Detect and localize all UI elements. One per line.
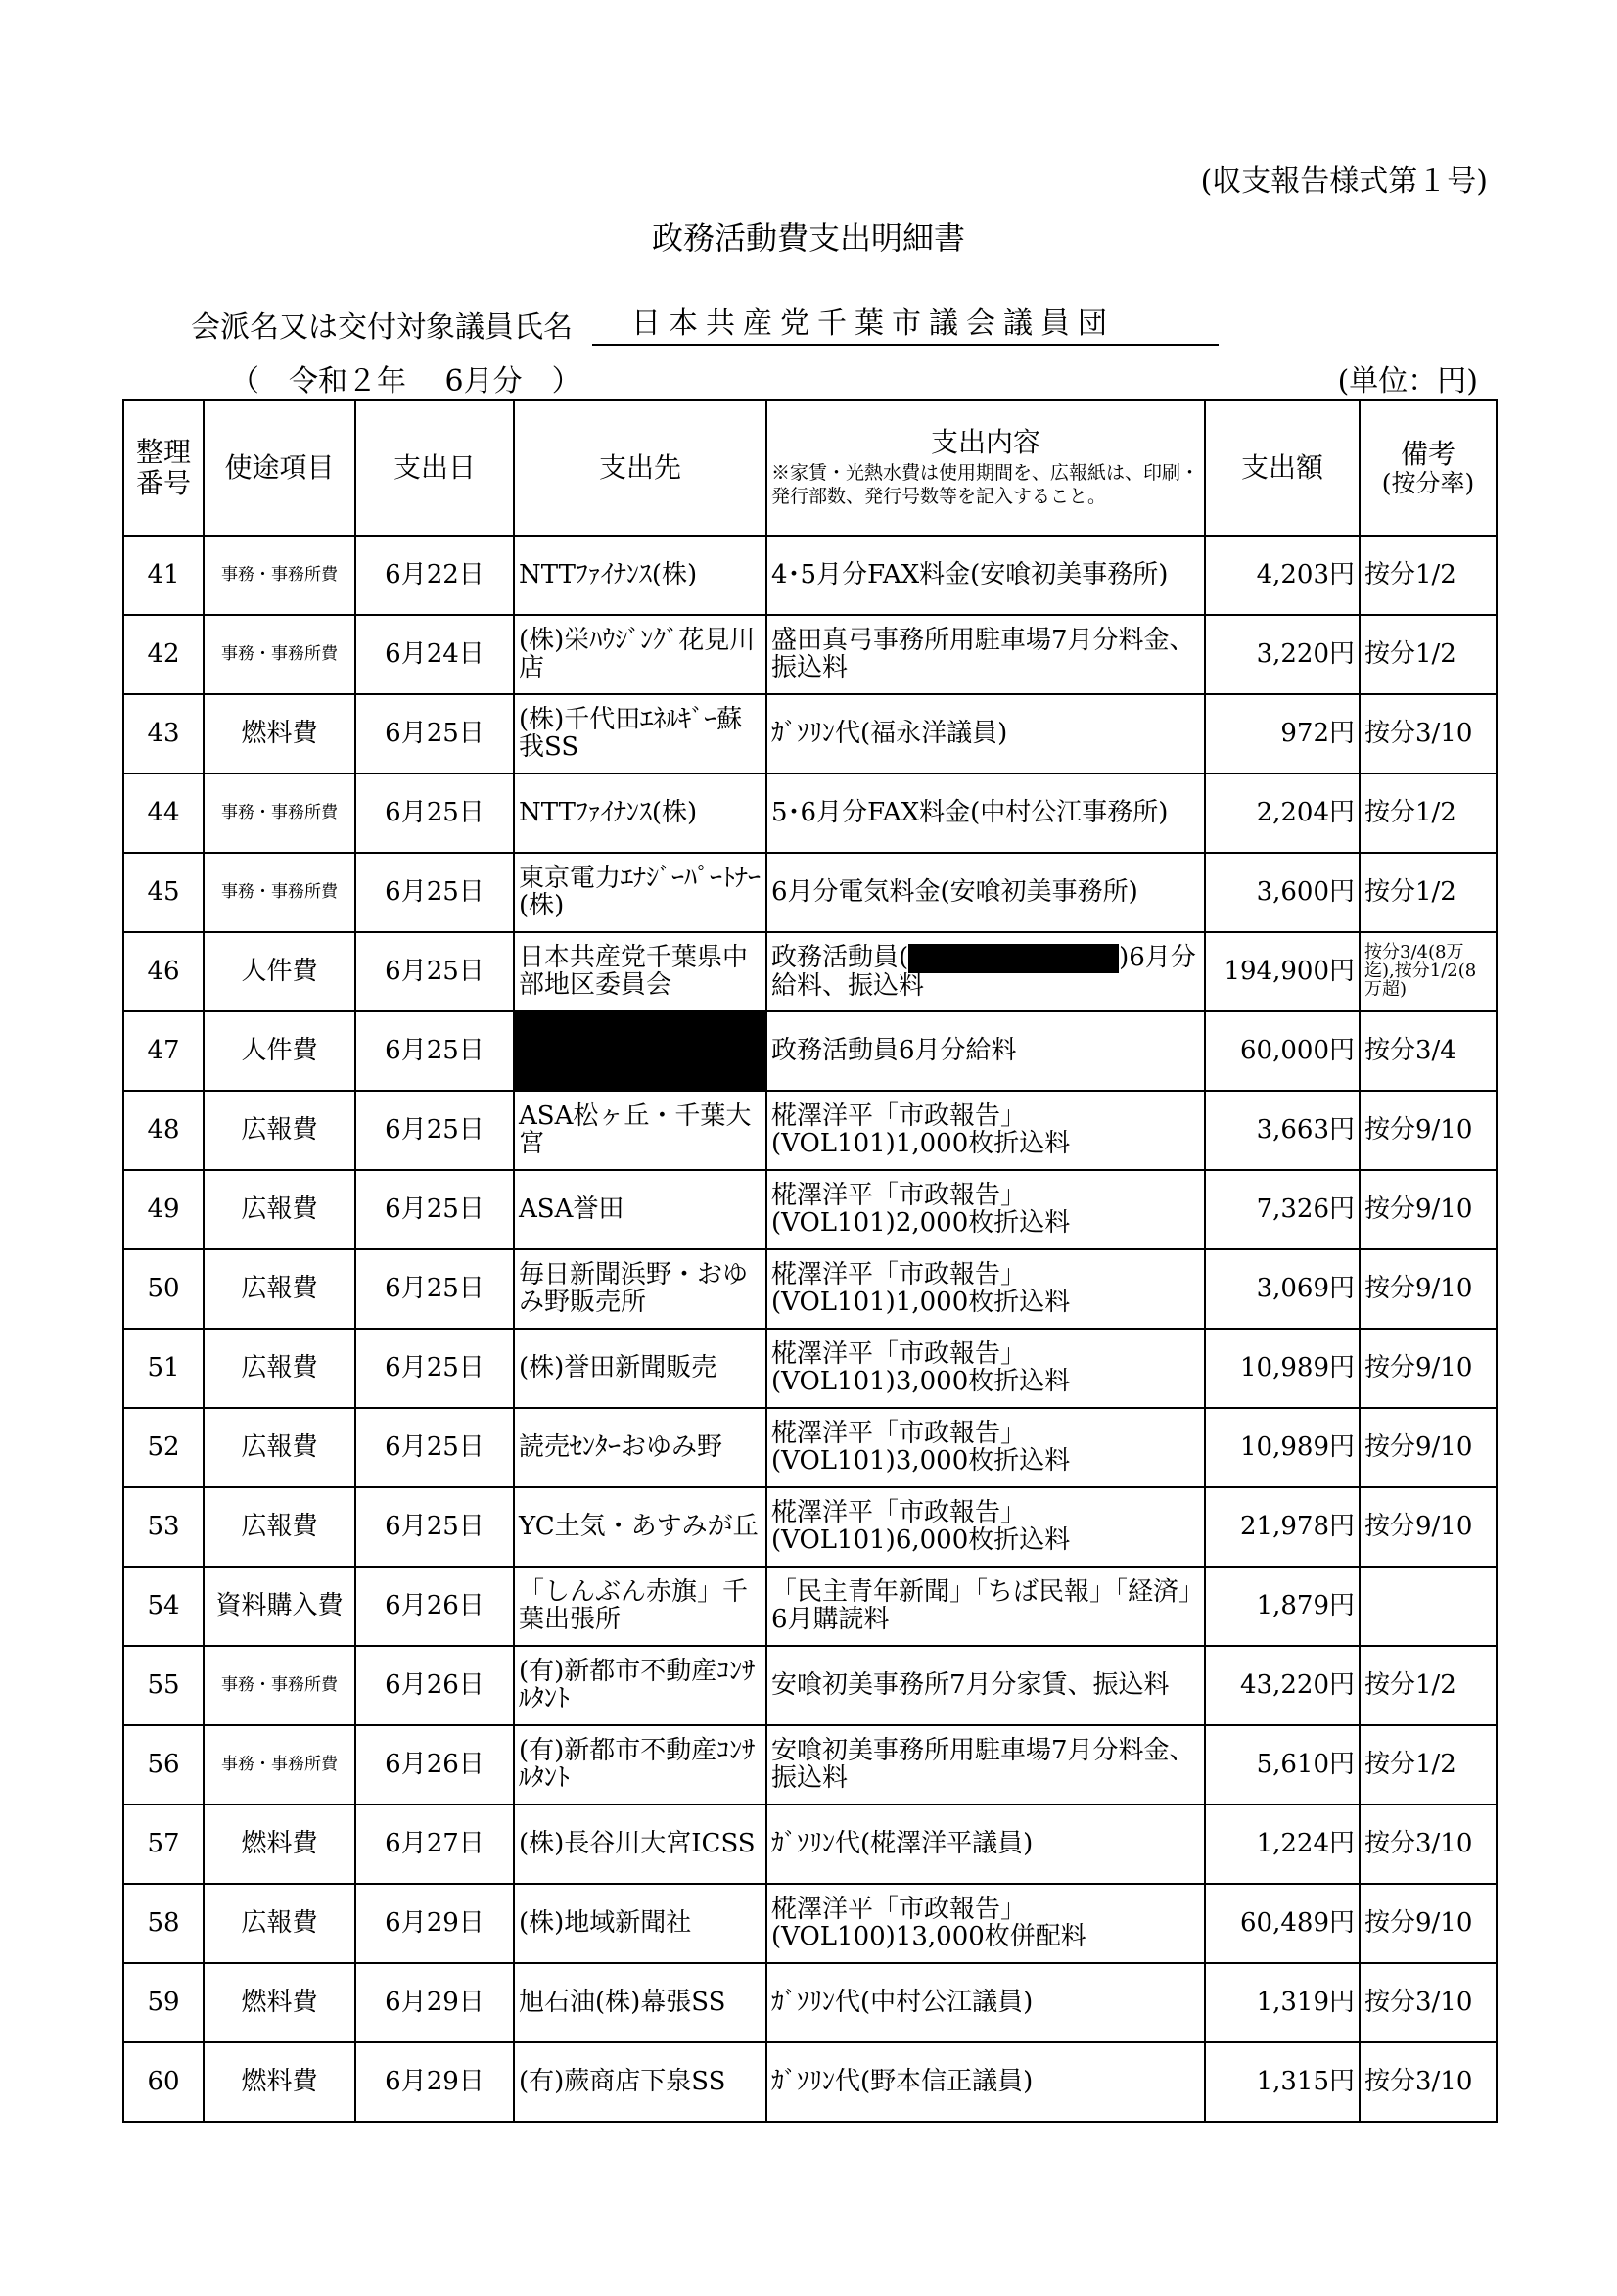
cell-amount: 60,000円: [1205, 1011, 1360, 1091]
cell-remarks: 按分3/10: [1360, 694, 1497, 773]
cell-date: 6月26日: [355, 1725, 514, 1804]
cell-no: 43: [123, 694, 204, 773]
table-row: [123, 1011, 1497, 1091]
cell-payee: YC土気・あすみが丘: [514, 1487, 766, 1567]
cell-content: 盛田真弓事務所用駐車場7月分料金、振込料: [766, 615, 1205, 694]
cell-category: 広報費: [204, 1408, 355, 1487]
cell-payee: (株)千代田ｴﾈﾙｷﾞｰ蘇我SS: [514, 694, 766, 773]
cell-amount: 3,220円: [1205, 615, 1360, 694]
cell-content: 安喰初美事務所7月分家賃、振込料: [766, 1646, 1205, 1725]
cell-no: 47: [123, 1011, 204, 1091]
cell-no: 55: [123, 1646, 204, 1725]
group-row: [191, 299, 1219, 346]
cell-no: 49: [123, 1170, 204, 1249]
table-row: [123, 1408, 1497, 1487]
cell-no: 54: [123, 1567, 204, 1646]
table-row: [123, 1091, 1497, 1170]
cell-remarks: 按分3/10: [1360, 1804, 1497, 1884]
table-body: [123, 536, 1497, 2122]
header-date: 支出日: [355, 400, 514, 536]
cell-content: ｶﾞｿﾘﾝ代(椛澤洋平議員): [766, 1804, 1205, 1884]
cell-date: 6月29日: [355, 2042, 514, 2122]
cell-payee: (有)新都市不動産ｺﾝｻﾙﾀﾝﾄ: [514, 1646, 766, 1725]
cell-content: 椛澤洋平「市政報告」(VOL101)1,000枚折込料: [766, 1249, 1205, 1329]
cell-content: 安喰初美事務所用駐車場7月分料金、振込料: [766, 1725, 1205, 1804]
cell-no: 42: [123, 615, 204, 694]
cell-date: 6月22日: [355, 536, 514, 615]
cell-content: ｶﾞｿﾘﾝ代(中村公江議員): [766, 1963, 1205, 2042]
cell-content: ｶﾞｿﾘﾝ代(野本信正議員): [766, 2042, 1205, 2122]
cell-remarks: 按分3/4: [1360, 1011, 1497, 1091]
cell-payee: (株)栄ﾊｳｼﾞﾝｸﾞ花見川店: [514, 615, 766, 694]
cell-payee: NTTﾌｧｲﾅﾝｽ(株): [514, 536, 766, 615]
cell-remarks: 按分1/2: [1360, 1646, 1497, 1725]
table-row: [123, 1725, 1497, 1804]
redacted-payee: [514, 1011, 766, 1091]
group-name: 日本共産党千葉市議会議員団: [592, 299, 1219, 346]
table-row: [123, 1567, 1497, 1646]
cell-no: 44: [123, 773, 204, 853]
cell-category: 広報費: [204, 1487, 355, 1567]
cell-date: 6月25日: [355, 1487, 514, 1567]
cell-date: 6月26日: [355, 1646, 514, 1725]
table-header-row: [123, 400, 1497, 536]
cell-remarks: 按分9/10: [1360, 1408, 1497, 1487]
header-no: 整理番号: [123, 400, 204, 536]
cell-date: 6月25日: [355, 932, 514, 1011]
cell-payee: (株)誉田新聞販売: [514, 1329, 766, 1408]
table-row: [123, 1963, 1497, 2042]
cell-category: 事務・事務所費: [204, 773, 355, 853]
cell-remarks: 按分1/2: [1360, 773, 1497, 853]
cell-content: 「民主青年新聞」「ちば民報」「経済」6月購読料: [766, 1567, 1205, 1646]
cell-category: 事務・事務所費: [204, 1725, 355, 1804]
cell-amount: 2,204円: [1205, 773, 1360, 853]
cell-category: 燃料費: [204, 694, 355, 773]
cell-date: 6月25日: [355, 1249, 514, 1329]
cell-remarks: 按分3/4(8万迄),按分1/2(8万超): [1360, 932, 1497, 1011]
cell-category: 広報費: [204, 1249, 355, 1329]
cell-payee: ASA松ヶ丘・千葉大宮: [514, 1091, 766, 1170]
cell-remarks: 按分3/10: [1360, 2042, 1497, 2122]
cell-payee: (株)地域新聞社: [514, 1884, 766, 1963]
cell-category: 燃料費: [204, 1804, 355, 1884]
cell-payee: (株)長谷川大宮ICSS: [514, 1804, 766, 1884]
cell-amount: 1,224円: [1205, 1804, 1360, 1884]
cell-date: 6月25日: [355, 1170, 514, 1249]
table-row: [123, 536, 1497, 615]
content-part: )6月分給料、振込料: [771, 942, 1196, 1001]
cell-category: 事務・事務所費: [204, 536, 355, 615]
cell-remarks: [1360, 1567, 1497, 1646]
cell-amount: 3,600円: [1205, 853, 1360, 932]
header-amount: 支出額: [1205, 400, 1360, 536]
cell-remarks: 按分1/2: [1360, 615, 1497, 694]
cell-content: ｶﾞｿﾘﾝ代(福永洋議員): [766, 694, 1205, 773]
cell-amount: 972円: [1205, 694, 1360, 773]
cell-payee: 東京電力ｴﾅｼﾞｰﾊﾟｰﾄﾅｰ(株): [514, 853, 766, 932]
cell-no: 53: [123, 1487, 204, 1567]
cell-date: 6月29日: [355, 1884, 514, 1963]
group-label: 会派名又は交付対象議員氏名: [191, 310, 573, 345]
cell-amount: 10,989円: [1205, 1329, 1360, 1408]
cell-date: 6月25日: [355, 1011, 514, 1091]
cell-payee: ASA誉田: [514, 1170, 766, 1249]
redaction-block: [908, 944, 1119, 973]
table-row: [123, 615, 1497, 694]
period: （ 令和２年 6月分 ）: [230, 364, 581, 398]
table-row: [123, 853, 1497, 932]
header-remarks-sub: (按分率): [1381, 468, 1475, 497]
cell-content: 椛澤洋平「市政報告」(VOL101)2,000枚折込料: [766, 1170, 1205, 1249]
cell-date: 6月29日: [355, 1963, 514, 2042]
cell-category: 資料購入費: [204, 1567, 355, 1646]
cell-date: 6月25日: [355, 1329, 514, 1408]
cell-remarks: 按分9/10: [1360, 1329, 1497, 1408]
cell-remarks: 按分3/10: [1360, 1963, 1497, 2042]
cell-no: 51: [123, 1329, 204, 1408]
cell-amount: 3,663円: [1205, 1091, 1360, 1170]
cell-remarks: 按分9/10: [1360, 1249, 1497, 1329]
cell-remarks: 按分9/10: [1360, 1487, 1497, 1567]
cell-category: 事務・事務所費: [204, 1646, 355, 1725]
cell-payee: 毎日新聞浜野・おゆみ野販売所: [514, 1249, 766, 1329]
table-row: [123, 1170, 1497, 1249]
cell-amount: 7,326円: [1205, 1170, 1360, 1249]
table-row: [123, 1884, 1497, 1963]
table-row: [123, 1329, 1497, 1408]
cell-date: 6月24日: [355, 615, 514, 694]
cell-payee: 日本共産党千葉県中部地区委員会: [514, 932, 766, 1011]
cell-no: 56: [123, 1725, 204, 1804]
cell-remarks: 按分1/2: [1360, 853, 1497, 932]
cell-amount: 194,900円: [1205, 932, 1360, 1011]
table-row: [123, 1249, 1497, 1329]
cell-content: 5･6月分FAX料金(中村公江事務所): [766, 773, 1205, 853]
cell-remarks: 按分9/10: [1360, 1091, 1497, 1170]
form-number: (収支報告様式第１号): [1200, 164, 1488, 199]
page-title: 政務活動費支出明細書: [651, 219, 965, 257]
cell-content: 椛澤洋平「市政報告」(VOL101)6,000枚折込料: [766, 1487, 1205, 1567]
table-row: [123, 773, 1497, 853]
cell-category: 広報費: [204, 1329, 355, 1408]
header-payee: 支出先: [514, 400, 766, 536]
cell-payee: (有)蕨商店下泉SS: [514, 2042, 766, 2122]
cell-content: 椛澤洋平「市政報告」(VOL101)3,000枚折込料: [766, 1329, 1205, 1408]
cell-amount: 3,069円: [1205, 1249, 1360, 1329]
header-content-label: 支出内容: [930, 426, 1040, 459]
cell-content: 6月分電気料金(安喰初美事務所): [766, 853, 1205, 932]
cell-no: 50: [123, 1249, 204, 1329]
cell-amount: 10,989円: [1205, 1408, 1360, 1487]
table-row: [123, 2042, 1497, 2122]
cell-remarks: 按分9/10: [1360, 1884, 1497, 1963]
table-row: [123, 932, 1497, 1011]
cell-category: 広報費: [204, 1884, 355, 1963]
cell-no: 45: [123, 853, 204, 932]
cell-amount: 5,610円: [1205, 1725, 1360, 1804]
table-row: [123, 1487, 1497, 1567]
unit-label: (単位：円): [1337, 364, 1478, 398]
cell-remarks: 按分9/10: [1360, 1170, 1497, 1249]
cell-date: 6月25日: [355, 773, 514, 853]
cell-payee: NTTﾌｧｲﾅﾝｽ(株): [514, 773, 766, 853]
cell-category: 人件費: [204, 1011, 355, 1091]
content-part: 政務活動員(: [771, 942, 909, 972]
cell-content: 4･5月分FAX料金(安喰初美事務所): [766, 536, 1205, 615]
cell-amount: 1,319円: [1205, 1963, 1360, 2042]
cell-category: 燃料費: [204, 1963, 355, 2042]
expense-table: [122, 399, 1498, 2123]
header-content: [766, 400, 1205, 536]
cell-content: 政務活動員6月分給料: [766, 1011, 1205, 1091]
cell-no: 48: [123, 1091, 204, 1170]
cell-content: [766, 932, 1205, 1011]
header-content-note: ※家賃・光熱水費は使用期間を、広報紙は、印刷・発行部数、発行号数等を記入すること。: [771, 462, 1200, 508]
cell-date: 6月25日: [355, 1091, 514, 1170]
cell-payee: (有)新都市不動産ｺﾝｻﾙﾀﾝﾄ: [514, 1725, 766, 1804]
cell-category: 広報費: [204, 1091, 355, 1170]
cell-amount: 4,203円: [1205, 536, 1360, 615]
cell-date: 6月26日: [355, 1567, 514, 1646]
cell-date: 6月25日: [355, 853, 514, 932]
cell-no: 52: [123, 1408, 204, 1487]
cell-content: 椛澤洋平「市政報告」(VOL101)1,000枚折込料: [766, 1091, 1205, 1170]
cell-category: 燃料費: [204, 2042, 355, 2122]
cell-no: 46: [123, 932, 204, 1011]
cell-no: 58: [123, 1884, 204, 1963]
cell-category: 事務・事務所費: [204, 853, 355, 932]
cell-remarks: 按分1/2: [1360, 1725, 1497, 1804]
cell-no: 59: [123, 1963, 204, 2042]
cell-amount: 1,879円: [1205, 1567, 1360, 1646]
cell-date: 6月25日: [355, 694, 514, 773]
cell-no: 57: [123, 1804, 204, 1884]
cell-payee: 旭石油(株)幕張SS: [514, 1963, 766, 2042]
cell-no: 60: [123, 2042, 204, 2122]
table-row: [123, 1804, 1497, 1884]
cell-category: 事務・事務所費: [204, 615, 355, 694]
cell-content: 椛澤洋平「市政報告」(VOL101)3,000枚折込料: [766, 1408, 1205, 1487]
table-row: [123, 1646, 1497, 1725]
cell-date: 6月25日: [355, 1408, 514, 1487]
cell-remarks: 按分1/2: [1360, 536, 1497, 615]
header-remarks-label: 備考: [1400, 437, 1455, 470]
table-row: [123, 694, 1497, 773]
cell-content: 椛澤洋平「市政報告」(VOL100)13,000枚併配料: [766, 1884, 1205, 1963]
cell-payee: 読売ｾﾝﾀｰおゆみ野: [514, 1408, 766, 1487]
cell-no: 41: [123, 536, 204, 615]
cell-amount: 21,978円: [1205, 1487, 1360, 1567]
cell-amount: 1,315円: [1205, 2042, 1360, 2122]
cell-amount: 43,220円: [1205, 1646, 1360, 1725]
cell-date: 6月27日: [355, 1804, 514, 1884]
cell-amount: 60,489円: [1205, 1884, 1360, 1963]
header-category: 使途項目: [204, 400, 355, 536]
header-remarks: [1360, 400, 1497, 536]
cell-payee: 「しんぶん赤旗」千葉出張所: [514, 1567, 766, 1646]
cell-category: 広報費: [204, 1170, 355, 1249]
cell-category: 人件費: [204, 932, 355, 1011]
